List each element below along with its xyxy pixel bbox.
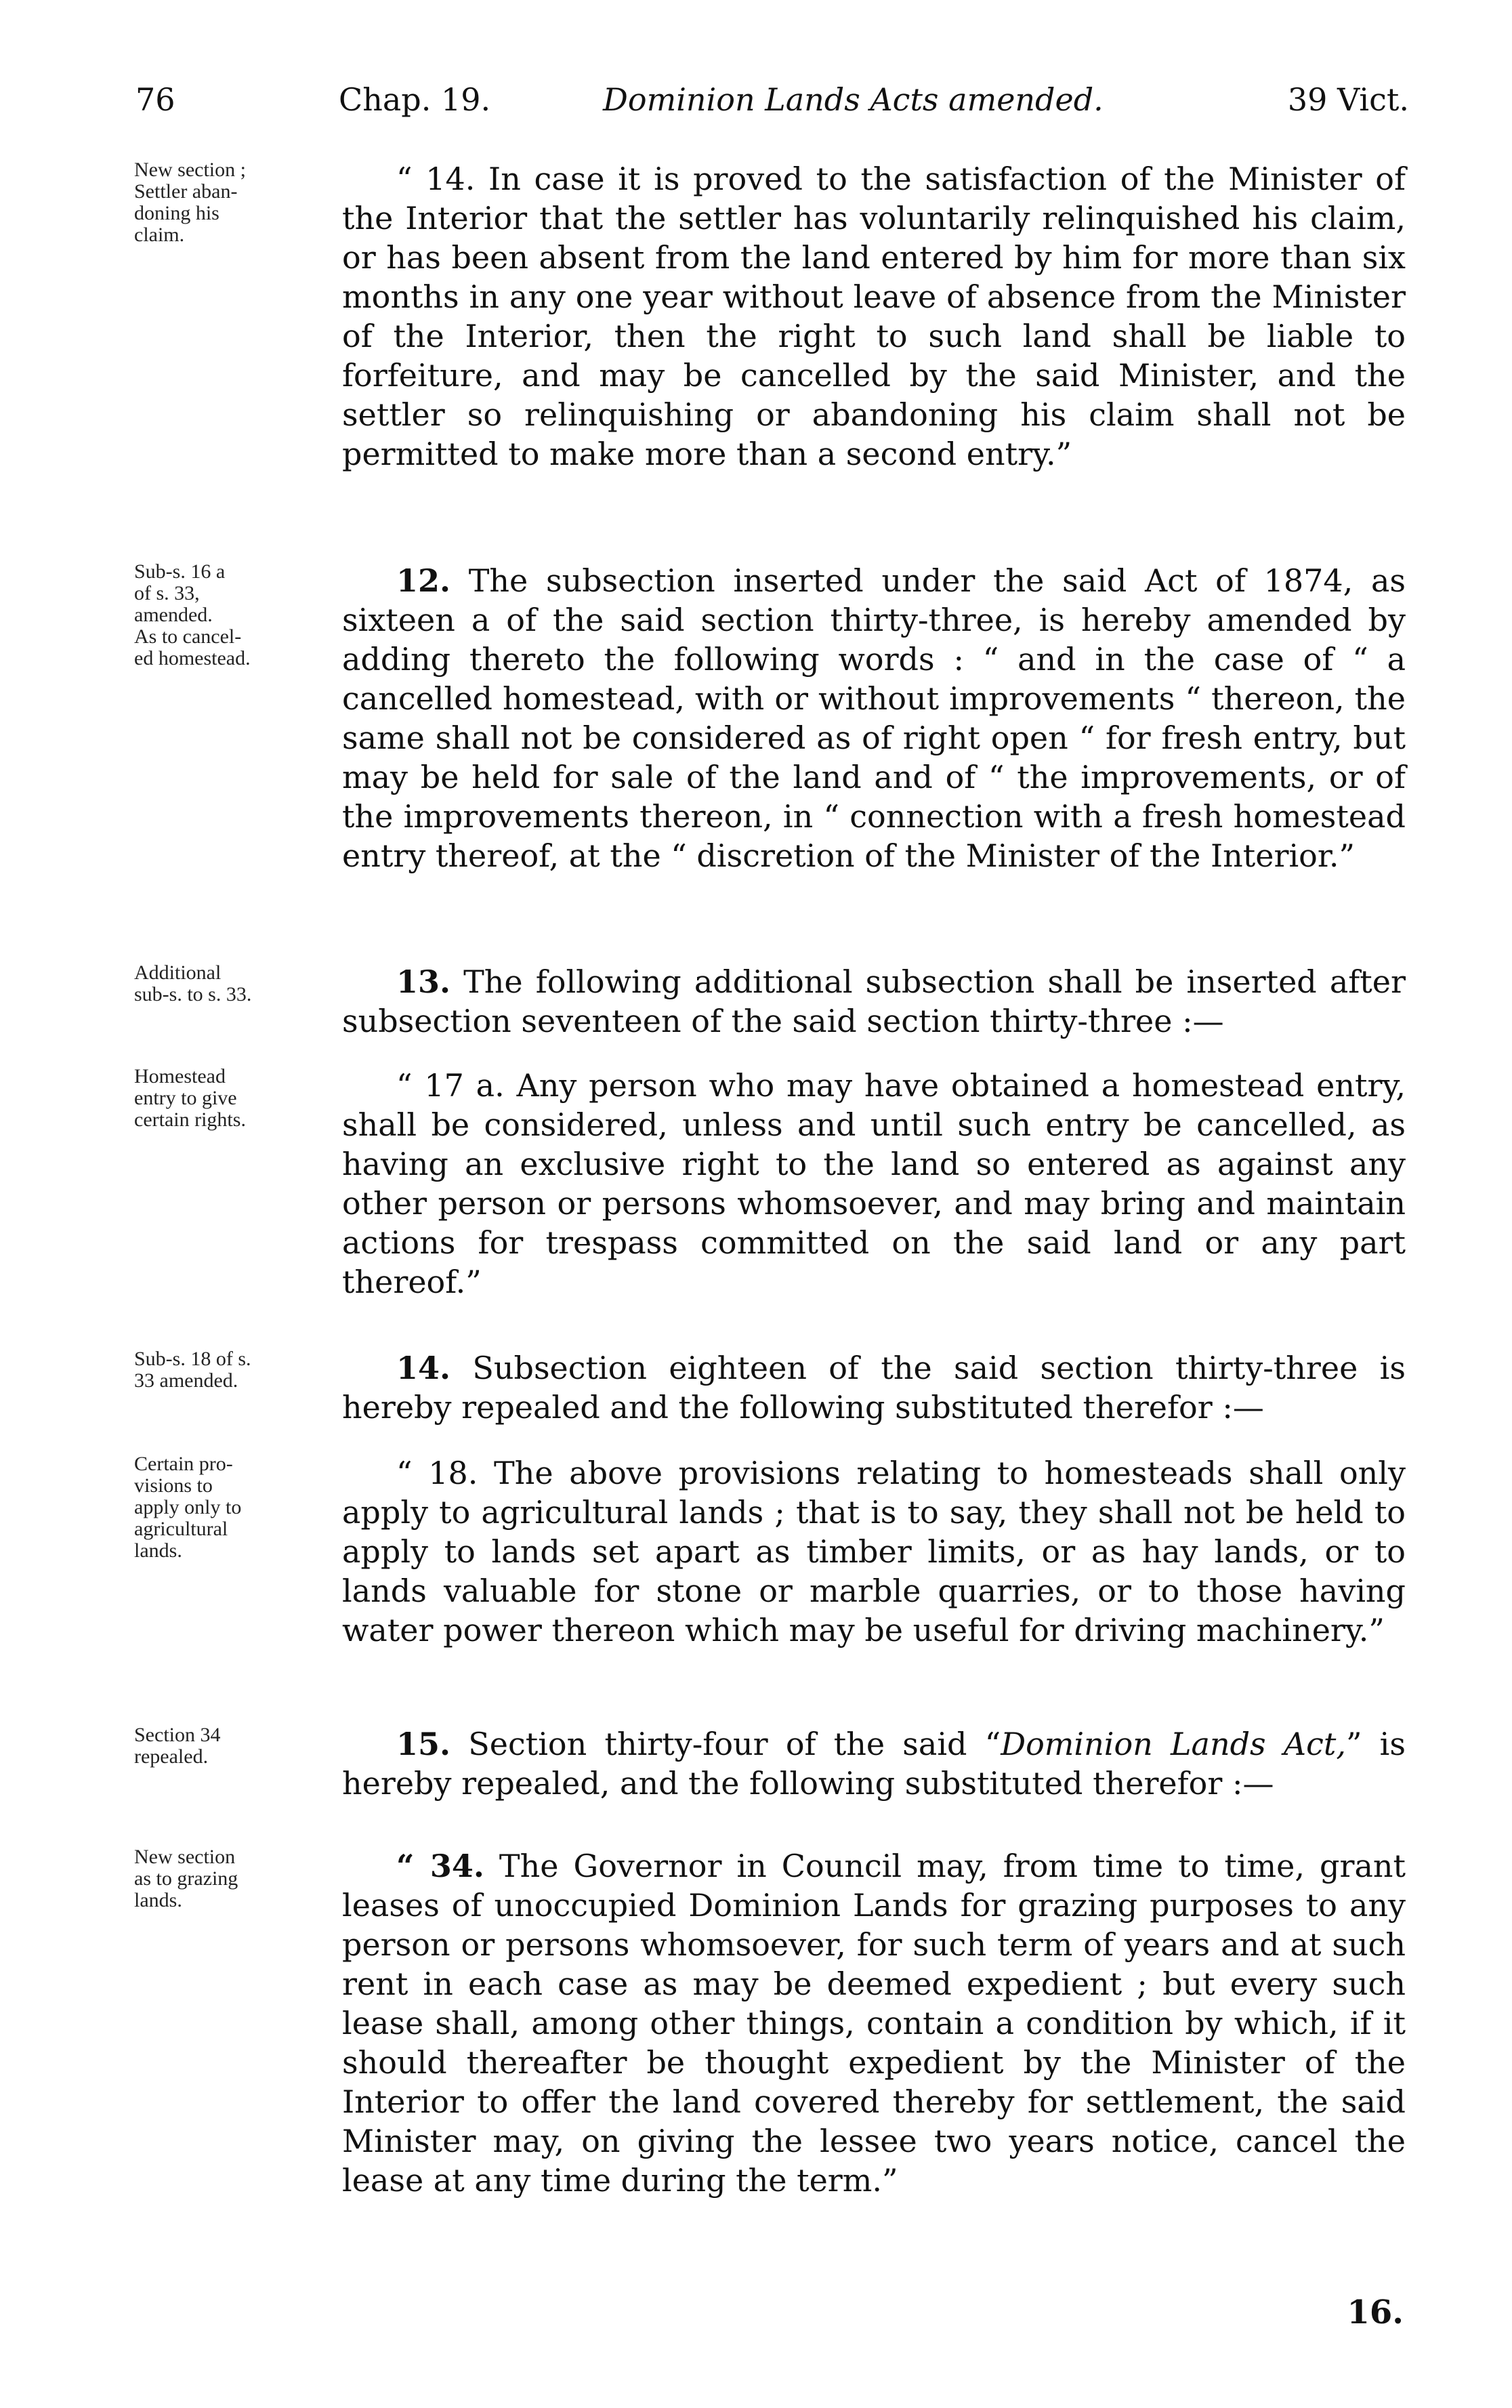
act-title: Dominion Lands Act, [1001, 1726, 1346, 1762]
page-number: 76 [135, 81, 175, 118]
section-body: The subsection inserted under the said Act of 1874, as sixteen a of the said section thirty-three, is hereby amended by adding thereto the following words : “ and in the case of “ a cancelled homestead, with or without improvements “ thereon, the same shall not be considered as of right open “ for fresh entry, but may be held for sale of the land and of “ the improvements, or of the improvements thereon, in “ connection with a fresh homestead entry thereof, at the “ discretion of the Minister of the Interior.” [342, 562, 1406, 874]
section-text [342, 1348, 1406, 1427]
section-body: Subsection eighteen of the said section thirty-three is hereby repealed and the following substituted therefor :— [342, 1350, 1406, 1426]
margin-note: Sub-s. 18 of s. 33 amended. [134, 1348, 251, 1392]
regnal-year: 39 Vict. [1287, 81, 1409, 118]
catchword: 16. [1347, 2293, 1404, 2331]
section-body-end: ” is hereby repealed, and the following substituted therefor :— [342, 1726, 1406, 1802]
running-title: Dominion Lands Acts amended. [603, 81, 1104, 118]
section-number: 15. [396, 1726, 451, 1762]
chapter-label: Chap. 19. [339, 81, 491, 118]
margin-note: Additional sub-s. to s. 33. [134, 961, 252, 1005]
section-number: “ 34. [396, 1848, 484, 1884]
section-body: The Governor in Council may, from time to time, grant leases of unoccupied Dominion Lands for grazing purposes to any person or persons whomsoever, for such term of years and at such rent in each case as may be deemed expedient ; but every such lease shall, among other things, contain a condition by which, if it should thereafter be thought expedient by the Minister of the Interior to offer the land covered thereby for settlement, the said Minister may, on giving the lessee two years notice, cancel the lease at any time during the term.” [342, 1848, 1406, 2199]
margin-note: New section as to grazing lands. [134, 1846, 238, 1911]
section-text [342, 1846, 1406, 2200]
margin-note: Certain pro- visions to apply only to agricultural lands. [134, 1453, 242, 1562]
section-body-start: Section thirty-four of the said “ [450, 1726, 1001, 1762]
section-text [342, 1066, 1406, 1302]
section-text [342, 962, 1406, 1041]
section-body: “ 18. The above provisions relating to homesteads shall only apply to agricultural lands ; that is to say, they shall not be held to apply to lands set apart as timber limits, or as hay lands, or to lands valuable for stone or marble quarries, or to those having water power thereon which may be useful for driving machinery.” [342, 1455, 1406, 1648]
margin-note: Sub-s. 16 a of s. 33, amended. As to cancel- ed homestead. [134, 560, 251, 669]
section-number: 12. [396, 562, 451, 599]
section-text [342, 159, 1406, 474]
section-text [342, 1453, 1406, 1650]
section-text [342, 561, 1406, 875]
margin-note: Section 34 repealed. [134, 1724, 221, 1768]
section-body: “ 17 a. Any person who may have obtained a homestead entry, shall be considered, unless and until such entry be cancelled, as having an exclusive right to the land so entered as against any other person or persons whomsoever, and may bring and maintain actions for trespass committed on the said land or any part thereof.” [342, 1067, 1406, 1300]
margin-note: Homestead entry to give certain rights. [134, 1065, 246, 1131]
running-header [135, 81, 1409, 129]
margin-note: New section ; Settler aban- doning his claim. [134, 159, 246, 246]
section-body: The following additional subsection shall be inserted after subsection seventeen of the said section thirty-three :— [342, 963, 1406, 1039]
section-text [342, 1724, 1406, 1803]
section-number: 14. [396, 1350, 451, 1386]
section-number: 13. [396, 963, 451, 1000]
section-body: “ 14. In case it is proved to the satisfaction of the Minister of the Interior that the settler has voluntarily relinquished his claim, or has been absent from the land entered by him for more than six months in any one year without leave of absence from the Minister of the Interior, then the right to such land shall be liable to forfeiture, and may be cancelled by the said Minister, and the settler so relinquishing or abandoning his claim shall not be permitted to make more than a second entry.” [342, 161, 1406, 472]
